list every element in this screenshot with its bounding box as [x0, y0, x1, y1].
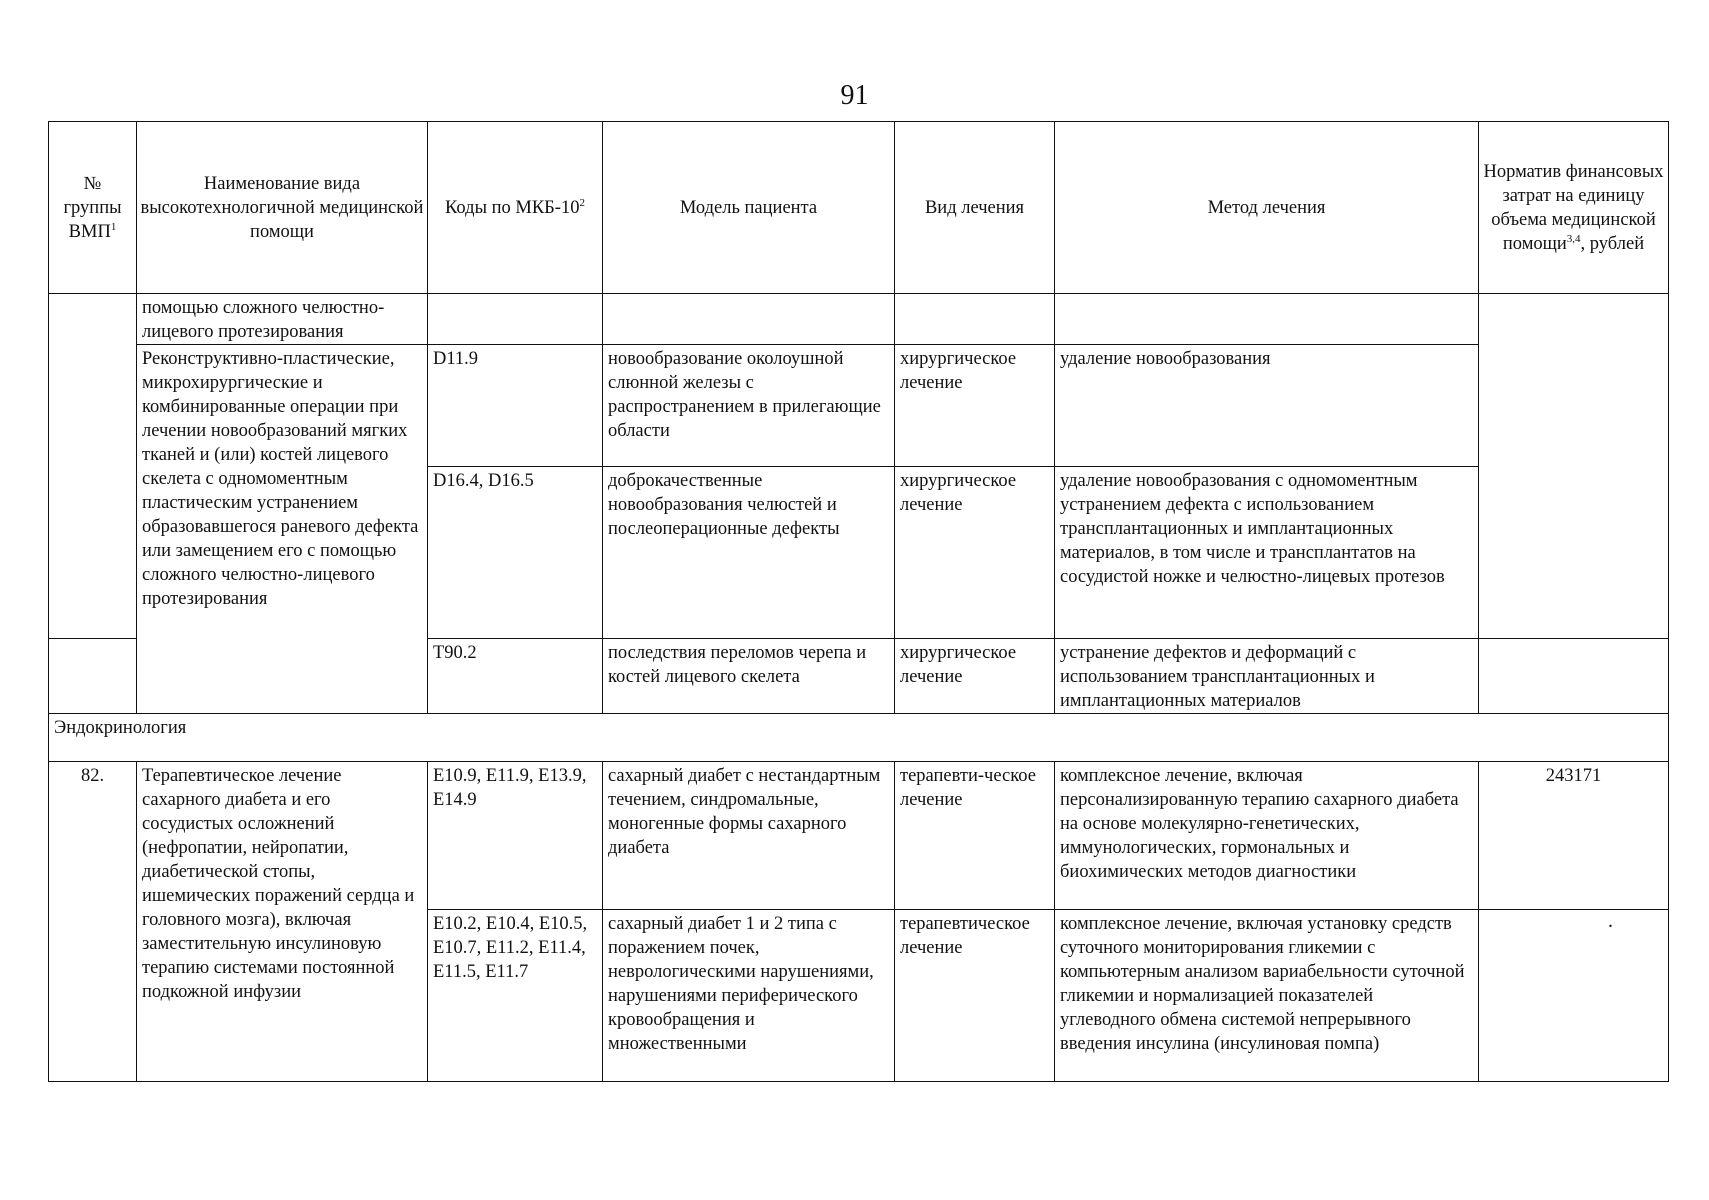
header-treatment-type: Вид лечения: [895, 122, 1055, 294]
header-name: Наименование вида высокотехнологичной медицинской помощи: [137, 122, 428, 294]
cell-method: комплексное лечение, включая установку средств суточного мониторирования гликемии с компьютерным анализом вариабельности суточной гликемии и нормализацией показателей углеводного обмена системой непрерывного введения инсулина (инсулиновая помпа): [1055, 910, 1479, 1082]
cell-treatment-type: терапевтическое лечение: [895, 910, 1055, 1082]
cell-method: комплексное лечение, включая персонализированную терапию сахарного диабета на основе молекулярно-генетических, иммунологических, гормональных и биохимических методов диагностики: [1055, 762, 1479, 910]
stray-mark: .: [1608, 910, 1613, 932]
cell-group-number: 82.: [49, 762, 137, 1082]
cell-model: сахарный диабет 1 и 2 типа с поражением почек, неврологическими нарушениями, нарушениями периферического кровообращения и множественными: [603, 910, 895, 1082]
cell-method: устранение дефектов и деформаций с использованием трансплантационных и имплантационных материалов: [1055, 639, 1479, 714]
cell-method: удаление новообразования: [1055, 345, 1479, 467]
cell-codes: D11.9: [428, 345, 603, 467]
cell-codes: D16.4, D16.5: [428, 467, 603, 639]
cell-model: последствия переломов черепа и костей лицевого скелета: [603, 639, 895, 714]
vmp-table: [48, 121, 1669, 1082]
page-number: 91: [840, 80, 869, 111]
header-row: [49, 122, 1669, 294]
cell-model: [603, 294, 895, 345]
cell-model: доброкачественные новообразования челюстей и послеоперационные дефекты: [603, 467, 895, 639]
cell-model: новообразование околоушной слюнной железы с распространением в прилегающие области: [603, 345, 895, 467]
cell-norm: [1479, 639, 1669, 714]
cell-treatment-type: хирургическое лечение: [895, 345, 1055, 467]
cell-model: сахарный диабет с нестандартным течением, синдромальные, моногенные формы сахарного диабета: [603, 762, 895, 910]
cell-codes: T90.2: [428, 639, 603, 714]
table-row: [49, 294, 1669, 345]
cell-name: Реконструктивно-пластические, микрохирургические и комбинированные операции при лечении новообразований мягких тканей и (или) костей лицевого скелета с одномоментным пластическим устранением образовавшегося раневого дефекта или замещением его с помощью сложного челюстно-лицевого протезирования: [137, 345, 428, 714]
cell-treatment-type: [895, 294, 1055, 345]
cell-treatment-type: хирургическое лечение: [895, 639, 1055, 714]
table-row: [49, 345, 1669, 467]
cell-codes: E10.9, E11.9, E13.9, E14.9: [428, 762, 603, 910]
cell-group-number: [49, 345, 137, 639]
table-row: [49, 762, 1669, 910]
section-title: Эндокринология: [49, 714, 1669, 762]
header-norm: Норматив финансовых затрат на единицу объема медицинской помощи$^{3,4}$, рублей: [1479, 122, 1669, 294]
header-method: Метод лечения: [1055, 122, 1479, 294]
cell-group-number: [49, 294, 137, 345]
cell-norm: 243171: [1479, 762, 1669, 910]
cell-norm: [1479, 910, 1669, 1082]
cell-name: Терапевтическое лечение сахарного диабета и его сосудистых осложнений (нефропатии, нейропатии, диабетической стопы, ишемических поражений сердца и головного мозга), включая заместительную инсулиновую терапию системами постоянной подкожной инфузии: [137, 762, 428, 1082]
header-codes: Коды по МКБ-$10^2$: [428, 122, 603, 294]
cell-group-number: [49, 639, 137, 714]
cell-treatment-type: хирургическое лечение: [895, 467, 1055, 639]
header-model: Модель пациента: [603, 122, 895, 294]
cell-codes: [428, 294, 603, 345]
section-row: [49, 714, 1669, 762]
header-group-number: № группы ВМП$^1$: [49, 122, 137, 294]
cell-treatment-type: терапевти-ческое лечение: [895, 762, 1055, 910]
cell-method: [1055, 294, 1479, 345]
cell-name: помощью сложного челюстно-лицевого протезирования: [137, 294, 428, 345]
cell-norm: [1479, 294, 1669, 639]
cell-codes: E10.2, E10.4, E10.5, E10.7, E11.2, E11.4, E11.5, E11.7: [428, 910, 603, 1082]
cell-method: удаление новообразования с одномоментным устранением дефекта с использованием трансплантационных и имплантационных материалов, в том числе и трансплантатов на сосудистой ножке и челюстно-лицевых протезов: [1055, 467, 1479, 639]
